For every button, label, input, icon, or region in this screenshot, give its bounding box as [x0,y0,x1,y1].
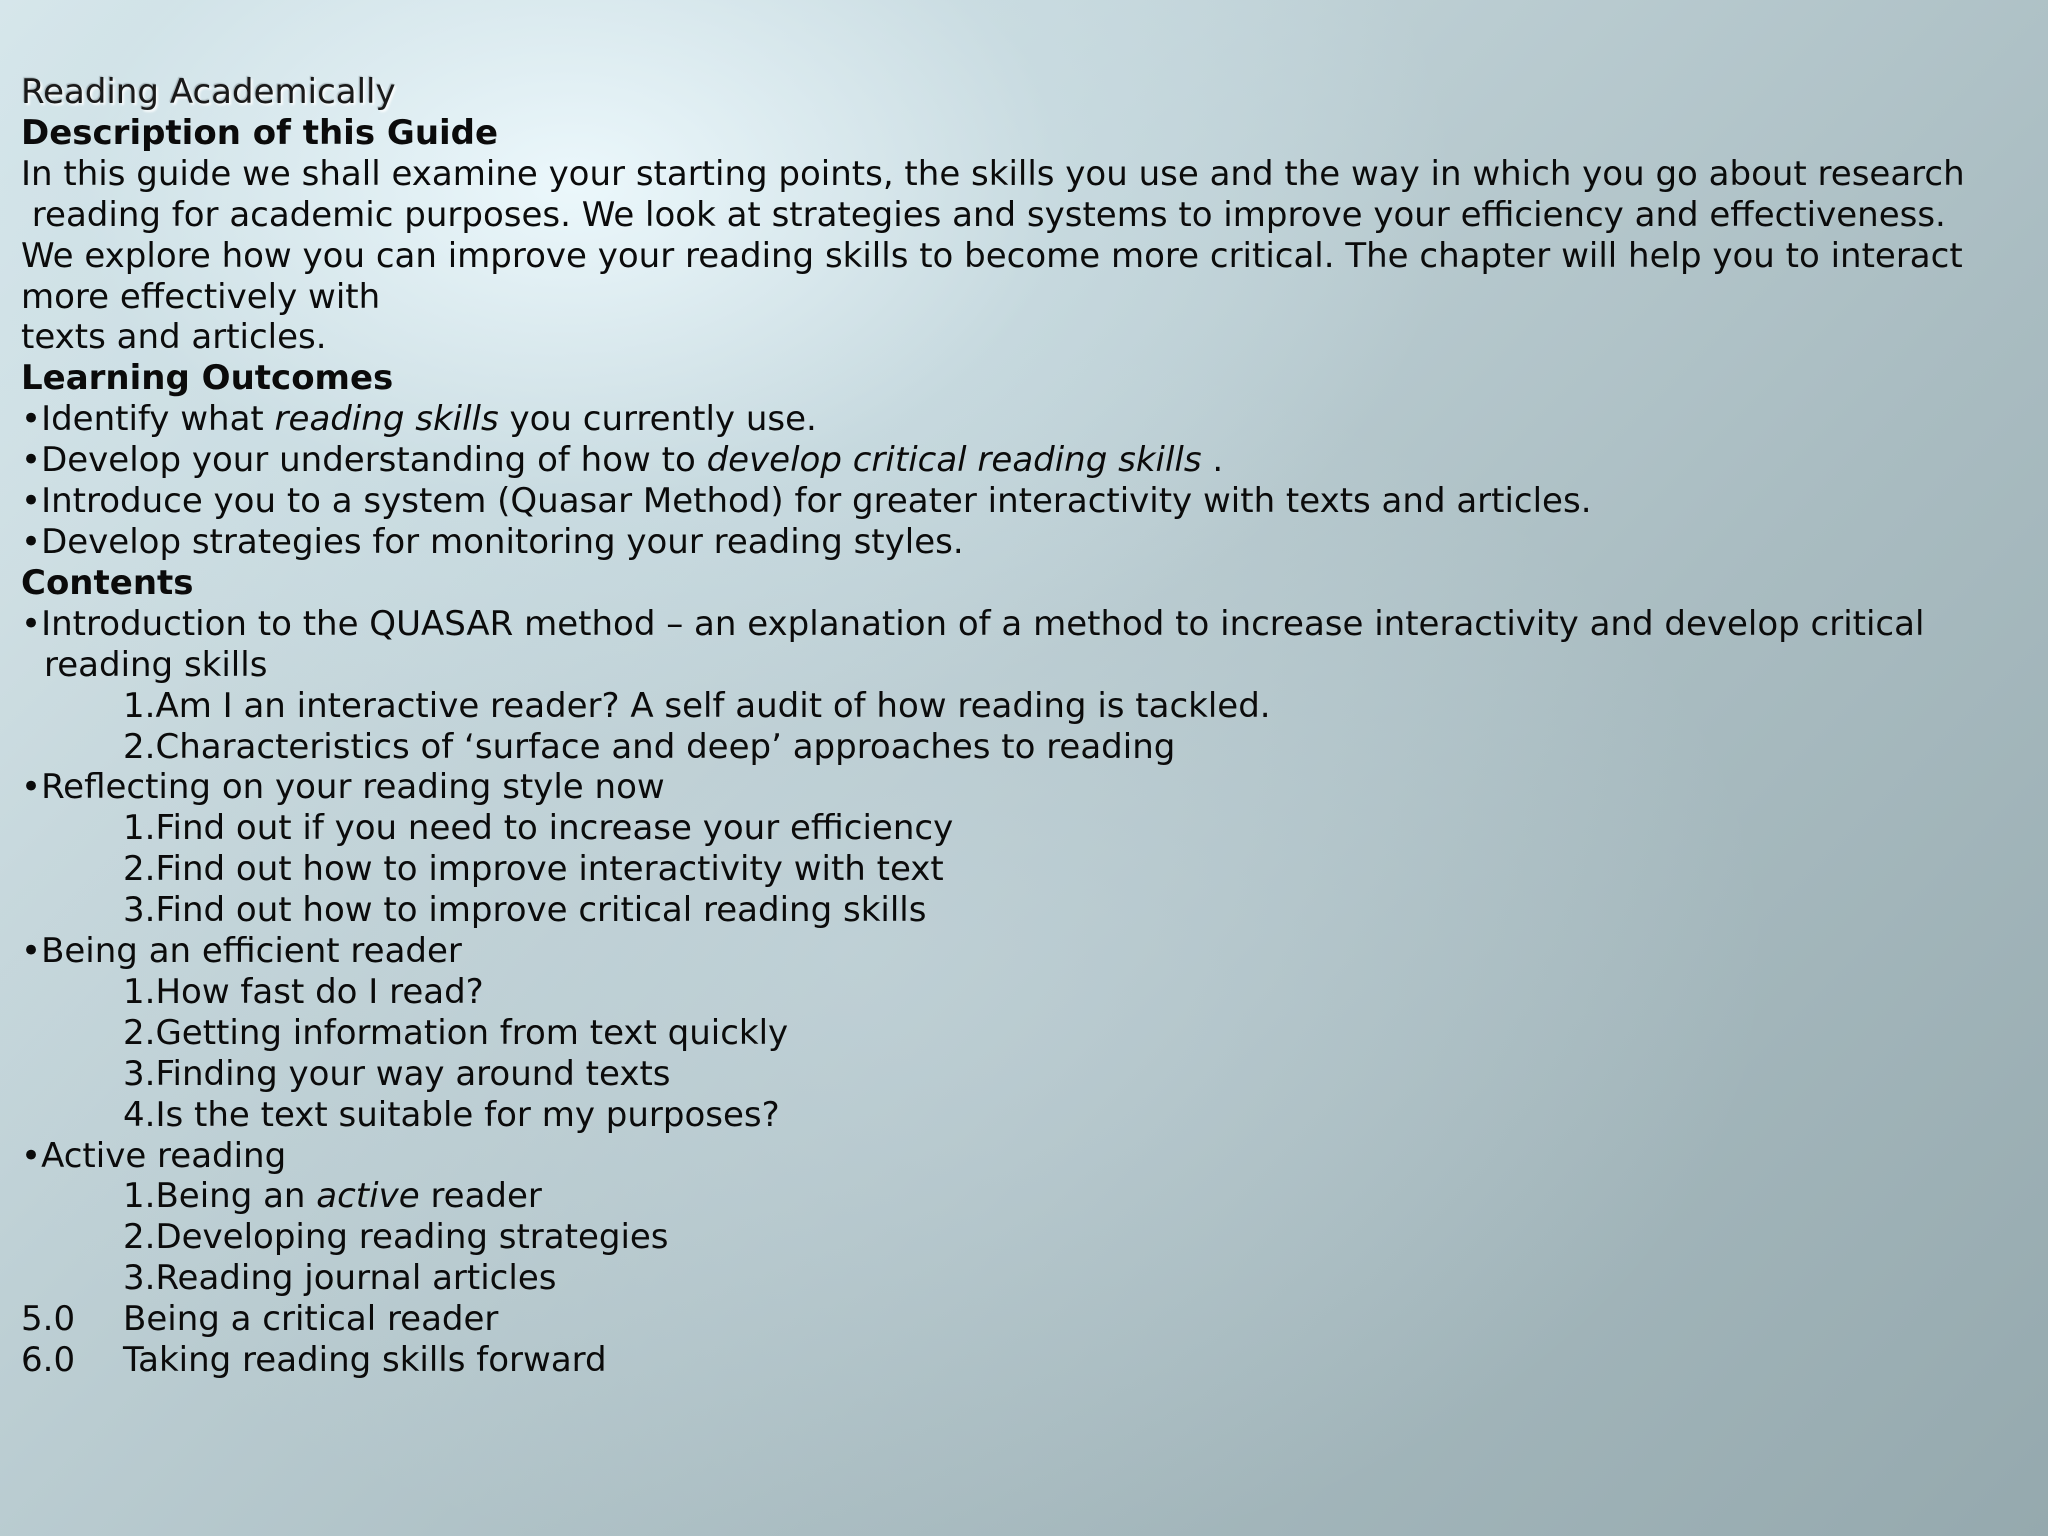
contents-subitem [21,972,2021,1013]
subitem-text: Find out how to improve interactivity with text [155,849,944,890]
subitem-number: 2. [123,849,156,890]
section-title-text: Being an efficient reader [41,931,462,972]
subitem-text: Find out how to improve critical reading skills [155,890,927,931]
subitem-text: Developing reading strategies [155,1217,669,1258]
subitem-number: 1. [123,1176,156,1217]
outcomes-heading: Learning Outcomes [21,358,394,399]
outcome-emphasis: reading skills [274,399,499,440]
contents-numbered-section [21,1299,2021,1340]
outcome-item [21,440,2021,481]
outcome-item [21,481,2021,522]
subitem-number: 1. [123,808,156,849]
section-number: 5.0 [21,1299,76,1340]
description-line: reading for academic purposes. We look at strategies and systems to improve your efficiency and effectiveness. [21,194,1946,235]
outcome-text: . [1201,440,1224,481]
subitem-number: 3. [123,1053,156,1094]
subitem-number: 2. [123,1217,156,1258]
outcome-text: Develop your understanding of how to [41,440,707,481]
outcome-text: Identify what [41,399,275,440]
section-label: Being a critical reader [123,1299,499,1340]
subitem-text: Finding your way around texts [155,1053,671,1094]
page-title: Reading Academically [21,72,396,112]
subitem-text: Find out if you need to increase your efficiency [155,808,954,849]
section-title-text: Active reading [41,1135,287,1176]
contents-section-title [21,604,2021,645]
contents-subitem [21,890,2021,931]
section-title-text: Reflecting on your reading style now [41,767,665,808]
subitem-text: Being an [155,1176,317,1217]
subitem-text: How fast do I read? [155,971,484,1012]
subitem-text: Am I an interactive reader? A self audit of how reading is tackled. [155,685,1271,726]
section-title-text: Introduction to the QUASAR method – an explanation of a method to increase interactivity and develop critical [41,603,1925,644]
section-label: Taking reading skills forward [123,1340,607,1381]
description-line: texts and articles. [21,317,327,358]
contents-section-title-cont: reading skills [44,644,268,685]
contents-subitem [21,808,2021,849]
contents-subitem [21,1217,2021,1258]
subitem-text: Is the text suitable for my purposes? [155,1094,780,1135]
outcome-text: Develop strategies for monitoring your reading styles. [41,521,964,562]
subitem-number: 4. [123,1094,156,1135]
subitem-text: Getting information from text quickly [155,1012,789,1053]
subitem-text: Reading journal articles [155,1258,557,1299]
outcome-emphasis: develop critical reading skills [706,440,1202,481]
contents-subitem [21,1258,2021,1299]
subitem-number: 2. [123,1012,156,1053]
slide-body [21,72,2021,1381]
subitem-number: 3. [123,890,156,931]
contents-section-title [21,1136,2021,1177]
subitem-number: 2. [123,726,156,767]
section-number: 6.0 [21,1340,76,1381]
outcome-text: Introduce you to a system (Quasar Method) for greater interactivity with texts and articles. [41,481,1592,522]
contents-section-title [21,931,2021,972]
contents-subitem [21,1054,2021,1095]
outcome-item [21,522,2021,563]
description-heading: Description of this Guide [21,112,499,153]
contents-subitem [21,727,2021,768]
subitem-text: reader [419,1176,542,1217]
subitem-number: 3. [123,1258,156,1299]
contents-subitem [21,1176,2021,1217]
contents-numbered-section [21,1340,2021,1381]
contents-subitem [21,1013,2021,1054]
contents-section-title [21,767,2021,808]
subitem-text: Characteristics of ‘surface and deep’ approaches to reading [155,726,1176,767]
contents-subitem [21,686,2021,727]
description-line: more effectively with [21,276,381,317]
outcome-item [21,399,2021,440]
subitem-number: 1. [123,685,156,726]
description-line: In this guide we shall examine your starting points, the skills you use and the way in which you go about research [21,153,1965,194]
description-line: We explore how you can improve your reading skills to become more critical. The chapter will help you to interact [21,235,1963,276]
contents-heading: Contents [21,562,194,603]
subitem-emphasis: active [316,1176,420,1217]
contents-subitem [21,849,2021,890]
outcome-text: you currently use. [498,399,817,440]
subitem-number: 1. [123,971,156,1012]
contents-subitem [21,1095,2021,1136]
